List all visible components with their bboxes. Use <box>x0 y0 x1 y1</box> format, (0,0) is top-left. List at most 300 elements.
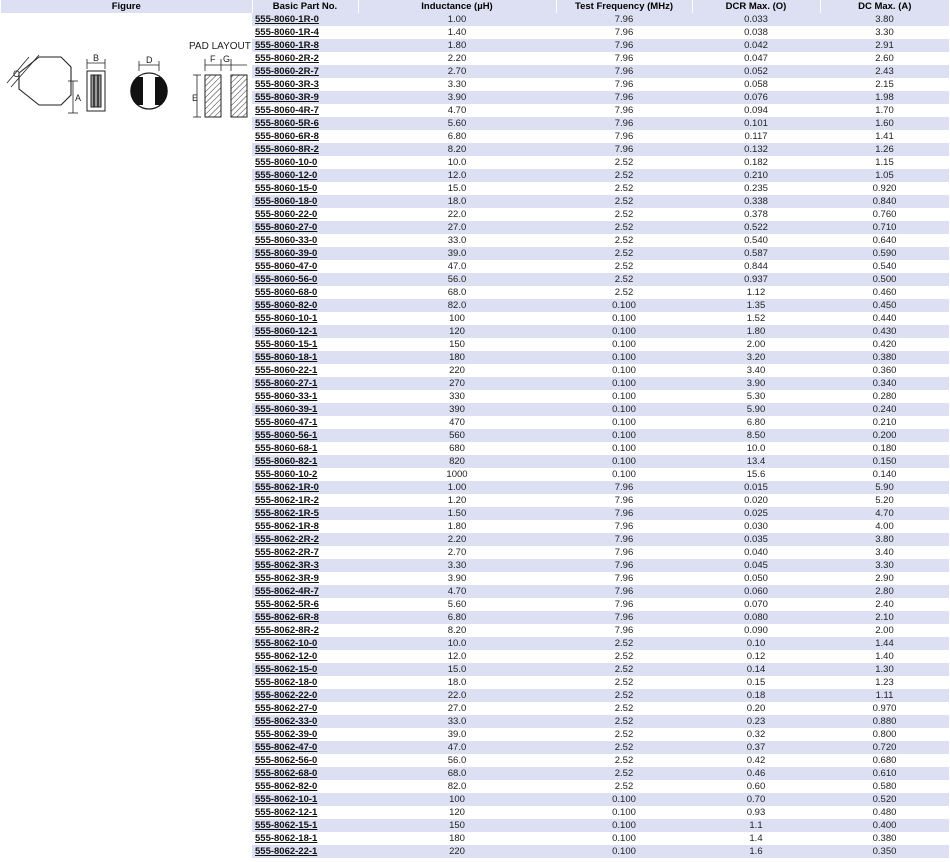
cell-dcr: 0.020 <box>744 495 768 506</box>
inductor-figure <box>1 13 251 123</box>
part-number-link[interactable]: 555-8060-10-0 <box>255 157 318 168</box>
part-number-link[interactable]: 555-8060-68-0 <box>255 287 318 298</box>
inductor-drawing <box>1 13 251 123</box>
cell-part <box>252 819 358 832</box>
cell-part <box>252 39 358 52</box>
part-number-link[interactable]: 555-8062-82-0 <box>255 781 318 792</box>
cell-dc: 3.30 <box>820 559 949 572</box>
dim-label-f: F <box>210 54 216 64</box>
cell-dc: 1.23 <box>875 677 894 688</box>
cell-dc: 0.800 <box>872 729 897 740</box>
cell-freq: 0.100 <box>612 313 636 324</box>
part-number-link[interactable]: 555-8062-68-0 <box>255 768 318 779</box>
cell-inductance: 15.0 <box>447 183 467 194</box>
cell-dcr: 1.6 <box>692 845 820 858</box>
part-number-link[interactable]: 555-8062-1R-5 <box>255 508 319 519</box>
cell-freq: 7.96 <box>556 117 692 130</box>
cell-dc: 0.710 <box>820 221 949 234</box>
cell-part <box>252 780 358 793</box>
cell-dcr: 0.033 <box>692 13 820 26</box>
cell-dc: 0.880 <box>820 715 949 728</box>
cell-freq: 2.52 <box>614 157 634 168</box>
cell-part <box>252 182 358 195</box>
cell-inductance: 10.0 <box>447 157 467 168</box>
cell-dc: 1.40 <box>875 651 894 662</box>
cell-freq: 0.100 <box>612 443 636 454</box>
part-number-link[interactable]: 555-8062-47-0 <box>255 742 318 753</box>
cell-inductance: 82.0 <box>358 299 556 312</box>
cell-freq: 2.52 <box>614 755 634 766</box>
cell-freq: 0.100 <box>612 807 636 818</box>
cell-part <box>252 455 358 468</box>
part-number-link[interactable]: 555-8060-82-1 <box>255 456 318 467</box>
part-number-link[interactable]: 555-8060-56-0 <box>255 274 318 285</box>
cell-dc: 0.450 <box>820 299 949 312</box>
cell-part <box>252 325 358 338</box>
figure-cell <box>1 13 252 858</box>
cell-dc: 1.44 <box>820 637 949 650</box>
col-header-dc: DC Max. (A) <box>820 0 949 13</box>
part-number-link[interactable]: 555-8062-3R-9 <box>255 573 319 584</box>
cell-freq: 0.100 <box>556 793 692 806</box>
cell-part <box>252 351 358 364</box>
cell-inductance: 3.30 <box>358 559 556 572</box>
cell-dcr: 0.10 <box>692 637 820 650</box>
cell-part <box>252 650 358 663</box>
part-number-link[interactable]: 555-8060-56-1 <box>255 430 318 441</box>
col-header-inductance: Inductance (µH) <box>358 0 556 13</box>
cell-part <box>252 494 358 507</box>
cell-inductance: 10.0 <box>358 637 556 650</box>
cell-part <box>252 169 358 182</box>
part-number-link[interactable]: 555-8062-10-0 <box>255 638 318 649</box>
cell-part <box>252 260 358 273</box>
cell-dcr: 0.117 <box>744 131 768 142</box>
cell-part <box>252 806 358 819</box>
cell-dcr: 0.844 <box>744 261 768 272</box>
part-number-link[interactable]: 555-8060-18-0 <box>255 196 318 207</box>
cell-part <box>252 156 358 169</box>
cell-freq: 2.52 <box>614 651 634 662</box>
part-number-link[interactable]: 555-8060-15-0 <box>255 183 318 194</box>
cell-dcr: 0.14 <box>692 663 820 676</box>
part-number-link[interactable]: 555-8060-8R-2 <box>255 144 319 155</box>
cell-dcr: 0.60 <box>746 781 766 792</box>
part-number-link[interactable]: 555-8062-39-0 <box>255 729 318 740</box>
cell-inductance: 6.80 <box>358 611 556 624</box>
cell-inductance: 270 <box>358 377 556 390</box>
part-number-link[interactable]: 555-8062-27-0 <box>255 703 318 714</box>
cell-dcr: 5.30 <box>746 391 766 402</box>
cell-dcr: 0.378 <box>744 209 768 220</box>
part-number-link[interactable]: 555-8062-22-0 <box>255 690 318 701</box>
part-number-link[interactable]: 555-8062-12-1 <box>255 807 318 818</box>
cell-inductance: 8.20 <box>358 143 556 156</box>
cell-part <box>252 338 358 351</box>
inductor-top-view-shape <box>19 57 71 105</box>
part-number-link[interactable]: 555-8062-22-1 <box>255 846 318 857</box>
part-number-link[interactable]: 555-8060-33-0 <box>255 235 318 246</box>
part-number-link[interactable]: 555-8060-18-1 <box>255 352 318 363</box>
cell-inductance: 680 <box>449 443 465 454</box>
cell-inductance: 15.0 <box>358 663 556 676</box>
cell-dc: 0.720 <box>820 741 949 754</box>
dim-label-e: E <box>192 93 199 103</box>
cell-part <box>252 273 358 286</box>
cell-freq: 7.96 <box>614 53 634 64</box>
cell-freq: 0.100 <box>556 299 692 312</box>
cell-freq: 2.52 <box>556 273 692 286</box>
cell-dc: 0.380 <box>820 351 949 364</box>
cell-dcr: 0.937 <box>692 273 820 286</box>
table-row <box>1 13 949 26</box>
cell-dc: 1.26 <box>820 143 949 156</box>
part-number-link[interactable]: 555-8062-15-1 <box>255 820 318 831</box>
cell-freq: 7.96 <box>556 611 692 624</box>
part-number-link[interactable]: 555-8060-4R-7 <box>255 105 319 116</box>
cell-dc: 3.80 <box>820 13 949 26</box>
cell-freq: 2.52 <box>614 781 634 792</box>
cell-dc: 0.240 <box>820 403 949 416</box>
cell-dcr: 8.50 <box>692 429 820 442</box>
cell-freq: 0.100 <box>612 365 636 376</box>
cell-freq: 7.96 <box>614 521 634 532</box>
cell-inductance: 68.0 <box>358 767 556 780</box>
cell-part <box>252 78 358 91</box>
cell-part <box>252 624 358 637</box>
part-number-link[interactable]: 555-8060-12-0 <box>255 170 318 181</box>
cell-dcr: 0.32 <box>746 729 766 740</box>
cell-freq: 2.52 <box>556 637 692 650</box>
cell-inductance: 560 <box>358 429 556 442</box>
cell-freq: 7.96 <box>556 143 692 156</box>
cell-dc: 2.40 <box>875 599 894 610</box>
part-number-link[interactable]: 555-8062-3R-3 <box>255 560 319 571</box>
cell-dc: 0.480 <box>872 807 897 818</box>
cell-part <box>252 130 358 143</box>
cell-inductance: 3.90 <box>447 573 467 584</box>
cell-dcr: 10.0 <box>746 443 766 454</box>
part-number-link[interactable]: 555-8060-3R-9 <box>255 92 319 103</box>
cell-dc: 1.30 <box>820 663 949 676</box>
cell-dcr: 15.6 <box>746 469 766 480</box>
cell-part <box>252 663 358 676</box>
table-body <box>1 13 949 858</box>
part-number-link[interactable]: 555-8062-6R-8 <box>255 612 319 623</box>
col-header-part: Basic Part No. <box>252 0 358 13</box>
cell-freq: 2.52 <box>614 261 634 272</box>
part-number-link[interactable]: 555-8062-33-0 <box>255 716 318 727</box>
cell-dc: 0.920 <box>872 183 897 194</box>
cell-dc: 0.580 <box>872 781 897 792</box>
cell-part <box>252 195 358 208</box>
part-number-link[interactable]: 555-8060-33-1 <box>255 391 318 402</box>
cell-dcr: 6.80 <box>746 417 766 428</box>
cell-inductance: 330 <box>449 391 465 402</box>
part-number-link[interactable]: 555-8062-15-0 <box>255 664 318 675</box>
cell-dc: 0.610 <box>820 767 949 780</box>
cell-dc: 0.200 <box>820 429 949 442</box>
cell-dcr: 1.12 <box>746 287 766 298</box>
header-row <box>1 0 949 13</box>
cell-dc: 2.91 <box>820 39 949 52</box>
cell-part <box>252 533 358 546</box>
cell-part <box>252 299 358 312</box>
part-number-link[interactable]: 555-8060-1R-0 <box>255 14 319 25</box>
part-number-link[interactable]: 555-8060-12-1 <box>255 326 318 337</box>
cell-dcr: 0.052 <box>692 65 820 78</box>
part-number-link[interactable]: 555-8062-2R-2 <box>255 534 319 545</box>
cell-freq: 7.96 <box>614 625 634 636</box>
cell-dcr: 0.040 <box>744 547 768 558</box>
cell-inductance: 27.0 <box>447 703 467 714</box>
cell-part <box>252 689 358 702</box>
part-number-link[interactable]: 555-8060-3R-3 <box>255 79 319 90</box>
cell-dcr: 0.101 <box>692 117 820 130</box>
part-number-link[interactable]: 555-8060-5R-6 <box>255 118 319 129</box>
part-number-link[interactable]: 555-8062-18-0 <box>255 677 318 688</box>
cell-dc: 0.280 <box>872 391 897 402</box>
cell-inductance: 100 <box>358 793 556 806</box>
cell-dc: 0.350 <box>820 845 949 858</box>
cell-freq: 7.96 <box>556 533 692 546</box>
cell-inductance: 180 <box>358 351 556 364</box>
cell-inductance: 1.20 <box>447 495 467 506</box>
cell-freq: 2.52 <box>556 663 692 676</box>
cell-dc: 0.440 <box>872 313 897 324</box>
cell-freq: 2.52 <box>556 689 692 702</box>
cell-inductance: 18.0 <box>358 195 556 208</box>
cell-part <box>252 416 358 429</box>
cell-inductance: 47.0 <box>447 261 467 272</box>
cell-part <box>252 637 358 650</box>
cell-inductance: 2.20 <box>447 53 467 64</box>
part-number-link[interactable]: 555-8060-47-0 <box>255 261 318 272</box>
cell-part <box>252 702 358 715</box>
pad-layout-title: PAD LAYOUT <box>189 41 251 52</box>
cell-inductance: 22.0 <box>447 209 467 220</box>
cell-dcr: 0.23 <box>692 715 820 728</box>
cell-dcr: 0.522 <box>692 221 820 234</box>
cell-part <box>252 26 358 39</box>
cell-dcr: 0.42 <box>746 755 766 766</box>
cell-dc: 3.80 <box>820 533 949 546</box>
cell-freq: 0.100 <box>612 339 636 350</box>
cell-inductance: 220 <box>358 845 556 858</box>
cell-part <box>252 91 358 104</box>
part-number-link[interactable]: 555-8062-2R-7 <box>255 547 319 558</box>
cell-dc: 1.98 <box>820 91 949 104</box>
part-number-link[interactable]: 555-8060-6R-8 <box>255 131 319 142</box>
cell-freq: 2.52 <box>556 741 692 754</box>
cell-freq: 7.96 <box>614 131 634 142</box>
cell-dc: 0.500 <box>820 273 949 286</box>
cell-dc: 0.640 <box>872 235 897 246</box>
part-number-link[interactable]: 555-8060-82-0 <box>255 300 318 311</box>
cell-dc: 1.15 <box>875 157 894 168</box>
cell-inductance: 2.20 <box>358 533 556 546</box>
part-number-link[interactable]: 555-8060-39-0 <box>255 248 318 259</box>
part-number-link[interactable]: 555-8060-68-1 <box>255 443 318 454</box>
part-number-link[interactable]: 555-8062-1R-0 <box>255 482 319 493</box>
cell-dcr: 0.540 <box>744 235 768 246</box>
cell-part <box>252 442 358 455</box>
cell-freq: 2.52 <box>556 221 692 234</box>
pad-left <box>205 75 221 117</box>
cell-dc: 1.05 <box>820 169 949 182</box>
cell-inductance: 56.0 <box>358 273 556 286</box>
cell-dc: 4.00 <box>875 521 894 532</box>
cell-inductance: 2.70 <box>447 547 467 558</box>
cell-inductance: 33.0 <box>358 715 556 728</box>
cell-part <box>252 221 358 234</box>
cell-inductance: 180 <box>449 833 465 844</box>
cell-dcr: 1.4 <box>749 833 763 844</box>
cell-part <box>252 247 358 260</box>
cell-dc: 2.43 <box>820 65 949 78</box>
cell-part <box>252 546 358 559</box>
cell-freq: 2.52 <box>556 169 692 182</box>
cell-dc: 0.520 <box>820 793 949 806</box>
cell-dc: 5.90 <box>820 481 949 494</box>
cell-dcr: 0.030 <box>744 521 768 532</box>
cell-part <box>252 104 358 117</box>
cell-inductance: 6.80 <box>447 131 467 142</box>
cell-freq: 0.100 <box>612 469 636 480</box>
cell-inductance: 220 <box>449 365 465 376</box>
part-number-link[interactable]: 555-8060-1R-8 <box>255 40 319 51</box>
cell-dcr: 0.025 <box>692 507 820 520</box>
part-number-link[interactable]: 555-8062-10-1 <box>255 794 318 805</box>
cell-dcr: 0.058 <box>744 79 768 90</box>
cell-freq: 2.52 <box>614 729 634 740</box>
part-number-link[interactable]: 555-8060-47-1 <box>255 417 318 428</box>
cell-freq: 0.100 <box>556 429 692 442</box>
cell-freq: 0.100 <box>612 417 636 428</box>
cell-dc: 1.70 <box>875 105 894 116</box>
cell-dcr: 0.70 <box>692 793 820 806</box>
cell-freq: 2.52 <box>614 183 634 194</box>
cell-freq: 2.52 <box>556 715 692 728</box>
part-number-link[interactable]: 555-8060-22-1 <box>255 365 318 376</box>
cell-dcr: 0.182 <box>744 157 768 168</box>
dim-label-g: G <box>223 54 231 64</box>
cell-dcr: 0.37 <box>692 741 820 754</box>
part-number-link[interactable]: 555-8062-1R-8 <box>255 521 319 532</box>
part-number-link[interactable]: 555-8062-8R-2 <box>255 625 319 636</box>
cell-freq: 7.96 <box>556 65 692 78</box>
cell-part <box>252 481 358 494</box>
cell-freq: 7.96 <box>556 39 692 52</box>
cell-freq: 0.100 <box>612 391 636 402</box>
part-number-link[interactable]: 555-8060-2R-7 <box>255 66 319 77</box>
cell-part <box>252 572 358 585</box>
pad-right <box>231 75 247 117</box>
cell-dc: 0.430 <box>820 325 949 338</box>
cell-inductance: 39.0 <box>358 247 556 260</box>
cell-dcr: 0.015 <box>692 481 820 494</box>
part-number-link[interactable]: 555-8060-2R-2 <box>255 53 319 64</box>
cell-dcr: 0.587 <box>692 247 820 260</box>
cell-dcr: 0.042 <box>692 39 820 52</box>
part-number-link[interactable]: 555-8062-56-0 <box>255 755 318 766</box>
cell-dc: 1.11 <box>820 689 949 702</box>
cell-freq: 0.100 <box>556 351 692 364</box>
cell-dcr: 0.46 <box>692 767 820 780</box>
cell-freq: 7.96 <box>556 585 692 598</box>
cell-part <box>252 845 358 858</box>
cell-inductance: 56.0 <box>447 755 467 766</box>
cell-freq: 7.96 <box>614 105 634 116</box>
part-number-link[interactable]: 555-8060-15-1 <box>255 339 318 350</box>
inductor-spec-table <box>1 0 949 858</box>
cell-dcr: 0.045 <box>692 559 820 572</box>
cell-dc: 2.10 <box>820 611 949 624</box>
part-number-link[interactable]: 555-8060-27-1 <box>255 378 318 389</box>
cell-part <box>252 143 358 156</box>
cell-inductance: 1.80 <box>358 39 556 52</box>
cell-inductance: 47.0 <box>358 741 556 754</box>
cell-part <box>252 741 358 754</box>
cell-part <box>252 65 358 78</box>
cell-part <box>252 117 358 130</box>
part-number-link[interactable]: 555-8062-4R-7 <box>255 586 319 597</box>
cell-part <box>252 377 358 390</box>
cell-inductance: 33.0 <box>447 235 467 246</box>
cell-freq: 2.52 <box>614 677 634 688</box>
cell-dc: 3.30 <box>875 27 894 38</box>
cell-freq: 7.96 <box>614 27 634 38</box>
cell-dc: 0.420 <box>872 339 897 350</box>
part-number-link[interactable]: 555-8060-39-1 <box>255 404 318 415</box>
cell-dcr: 0.094 <box>744 105 768 116</box>
cell-dc: 0.340 <box>820 377 949 390</box>
cell-dcr: 1.80 <box>692 325 820 338</box>
cell-part <box>252 585 358 598</box>
cell-freq: 7.96 <box>556 91 692 104</box>
cell-part <box>252 507 358 520</box>
cell-dc: 2.60 <box>875 53 894 64</box>
cell-dcr: 2.00 <box>746 339 766 350</box>
part-number-link[interactable]: 555-8060-10-2 <box>255 469 318 480</box>
cell-dc: 2.80 <box>820 585 949 598</box>
cell-part <box>252 52 358 65</box>
cell-inductance: 5.60 <box>358 117 556 130</box>
part-number-link[interactable]: 555-8062-5R-6 <box>255 599 319 610</box>
cell-dcr: 0.93 <box>746 807 766 818</box>
part-number-link[interactable]: 555-8060-22-0 <box>255 209 318 220</box>
cell-dc: 0.460 <box>872 287 897 298</box>
part-number-link[interactable]: 555-8062-1R-2 <box>255 495 319 506</box>
cell-inductance: 1000 <box>446 469 468 480</box>
part-number-link[interactable]: 555-8060-27-0 <box>255 222 318 233</box>
cell-part <box>252 559 358 572</box>
part-number-link[interactable]: 555-8060-1R-4 <box>255 27 319 38</box>
cell-inductance: 1.80 <box>447 521 467 532</box>
cell-part <box>252 390 358 403</box>
cell-dc: 0.140 <box>872 469 897 480</box>
cell-freq: 7.96 <box>614 599 634 610</box>
dim-label-c: C <box>13 69 20 79</box>
cell-freq: 7.96 <box>556 559 692 572</box>
cell-inductance: 3.30 <box>447 79 467 90</box>
part-number-link[interactable]: 555-8062-18-1 <box>255 833 318 844</box>
part-number-link[interactable]: 555-8062-12-0 <box>255 651 318 662</box>
cell-part <box>252 13 358 26</box>
part-number-link[interactable]: 555-8060-10-1 <box>255 313 318 324</box>
cell-dcr: 3.40 <box>746 365 766 376</box>
cell-dcr: 0.047 <box>744 53 768 64</box>
